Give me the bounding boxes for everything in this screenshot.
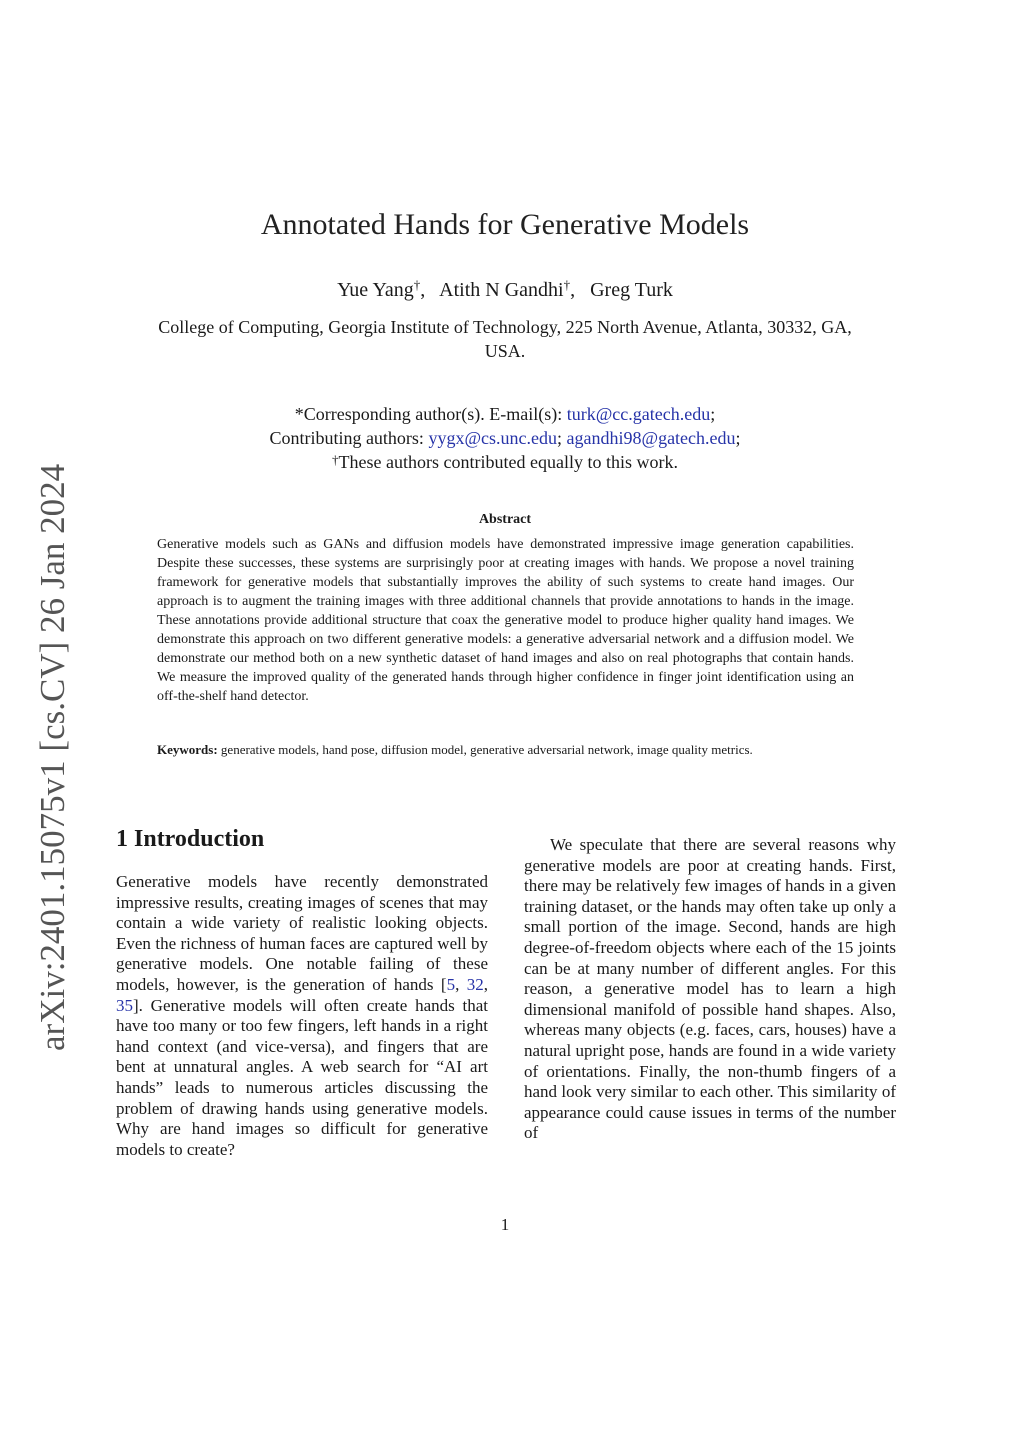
citation-link[interactable]: 32	[466, 974, 484, 994]
page-number: 1	[500, 1215, 510, 1234]
paragraph-text: Generative models have recently demonstrated impressive results, creating images of scenes that may contain a wide variety of realistic looking objects. Even the richness of human faces are captured well by generative models. One notable failing of these models, however, is the generation of hands [	[116, 872, 488, 994]
corresponding-email-link[interactable]: turk@cc.gatech.edu	[566, 404, 711, 424]
intro-column-left	[116, 872, 488, 1160]
citation-separator: ,	[455, 974, 467, 994]
keywords-label: Keywords:	[157, 742, 218, 757]
citation-link[interactable]: 5	[446, 974, 456, 994]
author-name: Yue Yang	[337, 279, 414, 301]
paper-title: Annotated Hands for Generative Models	[260, 208, 750, 241]
affiliation: College of Computing, Georgia Institute of Technology, 225 North Avenue, Atlanta, 30332, GA, USA.	[158, 317, 852, 361]
keywords	[157, 741, 854, 759]
semicolon: ;	[557, 428, 563, 448]
equal-contribution-mark: †	[563, 277, 571, 292]
dagger-mark: †	[332, 452, 339, 467]
contributor-email-link[interactable]: agandhi98@gatech.edu	[566, 428, 736, 448]
section-heading: 1 Introduction	[116, 826, 265, 852]
contributing-prefix: Contributing authors:	[269, 428, 424, 448]
arxiv-identifier-stamp: arXiv:2401.15075v1 [cs.CV] 26 Jan 2024	[33, 463, 72, 1052]
author-name: Greg Turk	[590, 279, 673, 301]
author-separator: ,	[570, 279, 576, 301]
keywords-text: generative models, hand pose, diffusion model, generative adversarial network, image quality metrics.	[220, 742, 753, 757]
corresponding-prefix: *Corresponding author(s). E-mail(s):	[294, 404, 563, 424]
corresponding-author-line	[0, 402, 1010, 426]
intro-column-right: We speculate that there are several reasons why generative models are poor at creating hands. First, there may be relatively few images of hands in a given training dataset, or the hands may often take up only a small portion of the image. Second, hands are high degree-of-freedom objects where each of the 15 joints can be at many number of different angles. For this reason, a generative model has to learn a high dimensional manifold of possible hand shapes. Also, whereas many objects (e.g. faces, cars, houses) have a natural upright pose, hands are found in a wide variety of orientations. Finally, the non-thumb fingers of a hand look very similar to each other. This similarity of appearance could cause issues in terms of the number of	[524, 835, 896, 1143]
contributor-email-link[interactable]: yygx@cs.unc.edu	[428, 428, 557, 448]
author-name: Atith N Gandhi	[439, 279, 564, 301]
semicolon: ;	[710, 404, 716, 424]
author-separator: ,	[420, 279, 426, 301]
semicolon: ;	[735, 428, 741, 448]
abstract-text: Generative models such as GANs and diffusion models have demonstrated impressive image generation capabilities. Despite these successes, these systems are surprisingly poor at creating images with hands. We propose a novel training framework for generative models that substantially improves the ability of such systems to create hand images. Our approach is to augment the training images with three additional channels that provide annotations to hands in the image. These annotations provide additional structure that coax the generative model to produce higher quality hand images. We demonstrate this approach on two different generative models: a generative adversarial network and a diffusion model. We demonstrate our method both on a new synthetic dataset of hand images and also on real photographs that contain hands. We measure the improved quality of the generated hands through higher confidence in finger joint identification using an off-the-shelf hand detector.	[157, 537, 854, 704]
contact-block	[0, 402, 1010, 474]
paragraph-text: ]. Generative models will often create hands that have too many or too few fingers, left hands in a right hand context (and vice-versa), and fingers that are bent at unnatural angles. A web search for “AI art hands” leads to numerous articles discussing the problem of drawing hands using generative models. Why are hand images so difficult for generative models to create?	[116, 995, 488, 1159]
contributing-authors-line	[0, 426, 1010, 450]
abstract-heading: Abstract	[478, 512, 532, 527]
author-list	[0, 279, 1010, 302]
equal-contribution-mark: †	[413, 277, 421, 292]
citation-separator: ,	[483, 974, 488, 994]
citation-link[interactable]: 35	[116, 995, 133, 1015]
equal-contribution-text: These authors contributed equally to this work.	[338, 452, 678, 472]
equal-contribution-note	[0, 450, 1010, 474]
